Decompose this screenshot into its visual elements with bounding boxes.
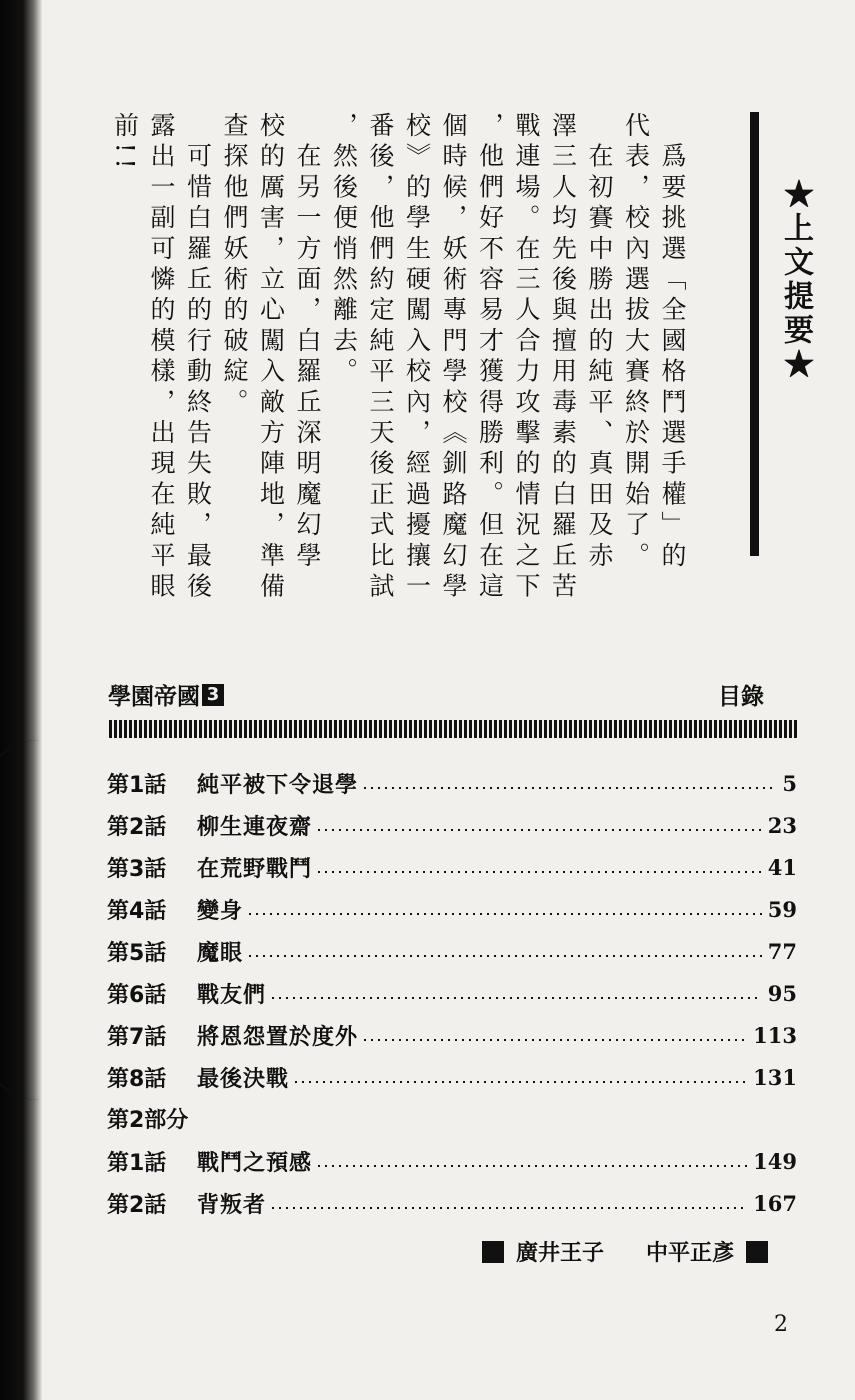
chapter-number: 第5話 bbox=[107, 940, 167, 966]
artist-name: 中平正彥 bbox=[646, 1241, 735, 1266]
summary-divider-bar bbox=[750, 112, 759, 556]
leader-dots bbox=[318, 1165, 747, 1167]
binding-curve bbox=[0, 740, 53, 1100]
chapter-number: 第8話 bbox=[107, 1066, 167, 1092]
square-bullet-icon bbox=[746, 1241, 768, 1263]
chapter-title: 戰鬥之預感 bbox=[197, 1150, 313, 1176]
leader-dots bbox=[318, 829, 762, 831]
leader-dots bbox=[295, 1081, 747, 1083]
page-number: 113 bbox=[753, 1022, 797, 1048]
leader-dots bbox=[318, 871, 762, 873]
chapter-title: 柳生連夜齋 bbox=[197, 814, 313, 840]
chapter-title: 純平被下令退學 bbox=[197, 772, 359, 798]
page-number: 149 bbox=[753, 1148, 797, 1174]
chapter-title: 背叛者 bbox=[197, 1192, 267, 1218]
toc-entry[interactable] bbox=[107, 805, 797, 845]
chapter-number: 第6話 bbox=[107, 982, 167, 1008]
header-rule bbox=[109, 720, 797, 738]
page-number: 5 bbox=[782, 770, 797, 796]
summary-text: 爲要挑選「全國格鬥選手權」的 代表，校內選拔大賽終於開始了。 在初賽中勝出的純平、真田及赤 澤三人均先後與擅用毒素的白羅丘苦 戰連場。在三人合力攻擊的情況之下 ，他們好不容易才獲得勝利。但在這 個時候，妖術專門學校《釧路魔幻學 校》的學生硬闖入校內，經過擾攘一 番後，他們約定純平三天後正式比試 ，然後便悄然離去。 在另一方面，白羅丘深明魔幻學 校的厲害，立心闖入敵方陣地，準備 查探他們妖術的破綻。 可惜白羅丘的行動終告失敗，最後 露出一副可憐的模樣，出現在純平眼 前!! bbox=[110, 112, 687, 604]
volume-badge: 3 bbox=[202, 684, 224, 706]
chapter-title: 將恩怨置於度外 bbox=[197, 1024, 359, 1050]
leader-dots bbox=[272, 997, 762, 999]
book-title: 學園帝國 bbox=[108, 684, 200, 710]
toc-label: 目錄 bbox=[718, 684, 764, 710]
leader-dots bbox=[249, 913, 762, 915]
chapter-number: 第1話 bbox=[107, 772, 167, 798]
binding-edge bbox=[0, 0, 42, 1400]
credits bbox=[482, 1236, 768, 1267]
chapter-number: 第4話 bbox=[107, 898, 167, 924]
summary-title: ★上文提要★ bbox=[778, 178, 813, 382]
page-number: 95 bbox=[767, 980, 797, 1006]
toc-entry[interactable] bbox=[107, 889, 797, 929]
toc-entry[interactable] bbox=[107, 1141, 797, 1181]
toc-book-title bbox=[108, 678, 224, 711]
toc-entry[interactable] bbox=[107, 1015, 797, 1055]
chapter-number: 第1話 bbox=[107, 1150, 167, 1176]
page-number: 41 bbox=[767, 854, 797, 880]
toc-entry[interactable] bbox=[107, 931, 797, 971]
leader-dots bbox=[249, 955, 762, 957]
leader-dots bbox=[364, 787, 776, 789]
author-name: 廣井王子 bbox=[516, 1241, 605, 1266]
page-number: 59 bbox=[767, 896, 797, 922]
toc-entry[interactable] bbox=[107, 1057, 797, 1097]
page-number: 131 bbox=[753, 1064, 797, 1090]
square-bullet-icon bbox=[482, 1241, 504, 1263]
chapter-number: 第2話 bbox=[107, 814, 167, 840]
page-number: 167 bbox=[753, 1190, 797, 1216]
chapter-number: 第3話 bbox=[107, 856, 167, 882]
part-heading: 第2部分 bbox=[107, 1108, 189, 1133]
toc-entry[interactable] bbox=[107, 847, 797, 887]
chapter-number: 第7話 bbox=[107, 1024, 167, 1050]
chapter-number: 第2話 bbox=[107, 1192, 167, 1218]
toc-entry[interactable] bbox=[107, 763, 797, 803]
page-number: 23 bbox=[767, 812, 797, 838]
leader-dots bbox=[272, 1207, 747, 1209]
page-number: 77 bbox=[767, 938, 797, 964]
toc-entry[interactable] bbox=[107, 973, 797, 1013]
chapter-title: 戰友們 bbox=[197, 982, 267, 1008]
chapter-title: 最後決戰 bbox=[197, 1066, 290, 1092]
chapter-title: 魔眼 bbox=[197, 940, 244, 966]
toc-entry[interactable] bbox=[107, 1183, 797, 1223]
chapter-title: 變身 bbox=[197, 898, 244, 924]
leader-dots bbox=[364, 1039, 747, 1041]
page-number-footer: 2 bbox=[774, 1312, 788, 1337]
chapter-title: 在荒野戰鬥 bbox=[197, 856, 313, 882]
